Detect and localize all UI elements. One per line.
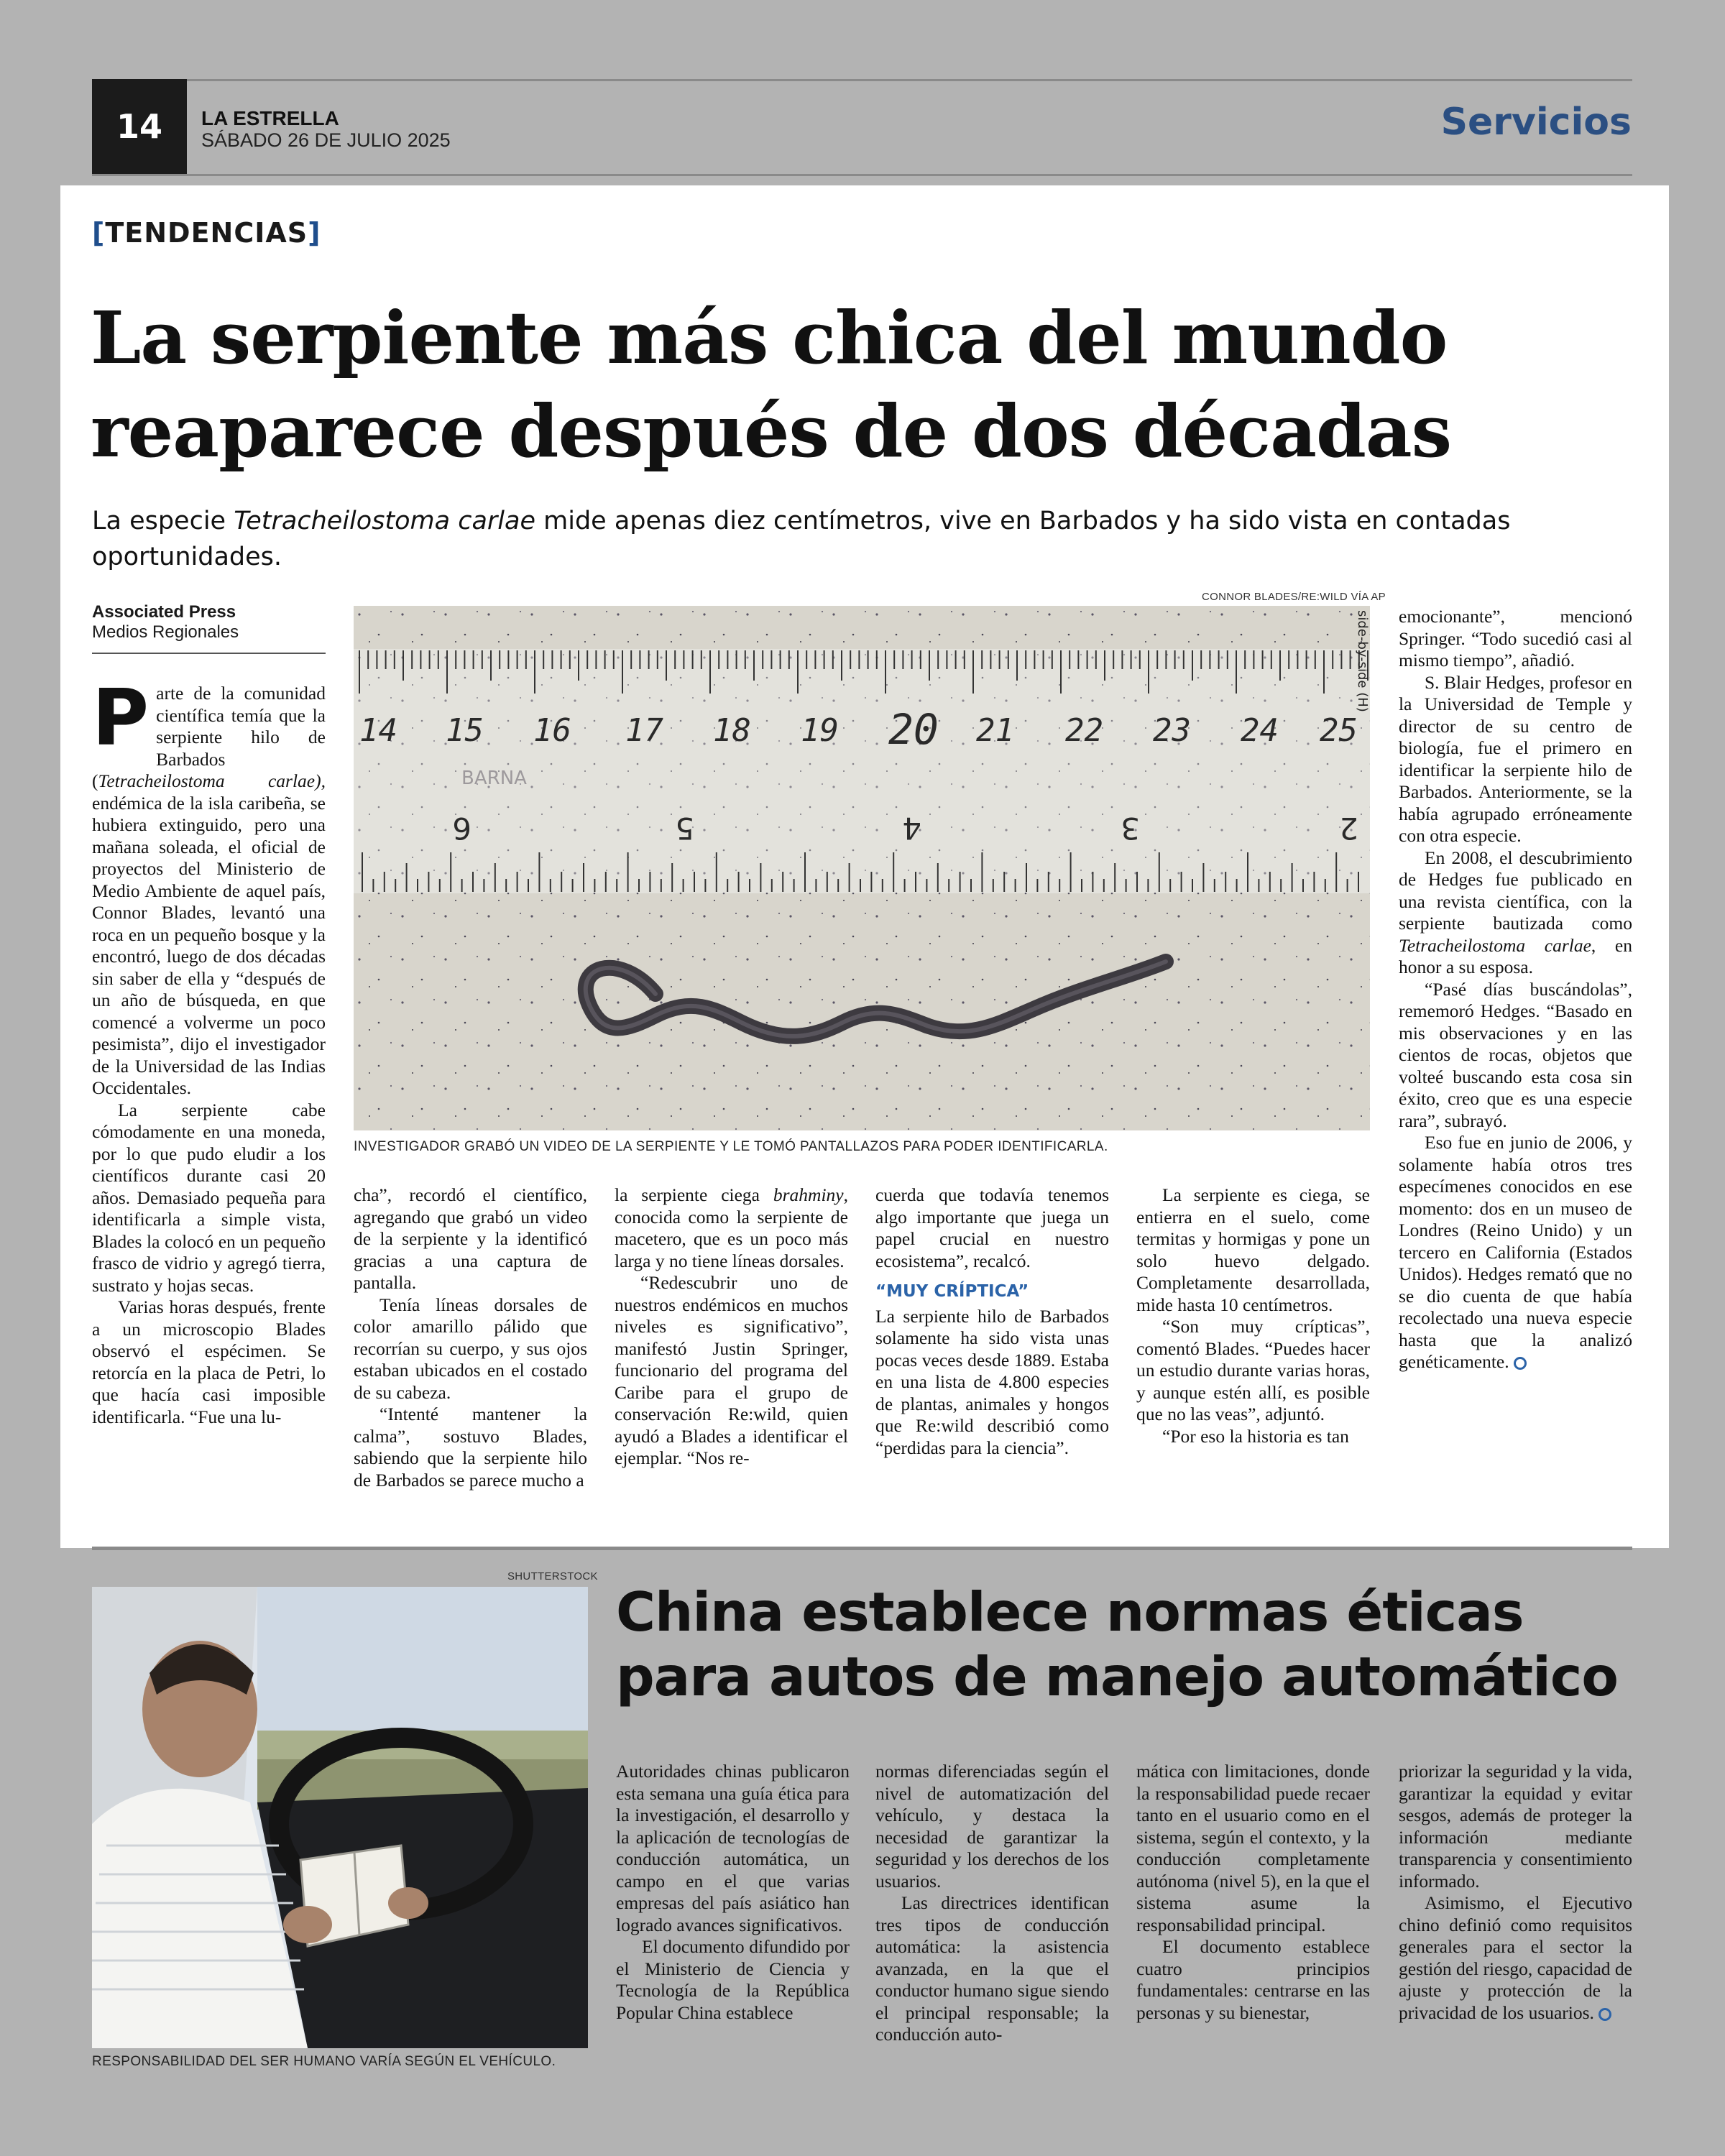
byline: Associated Press Medios Regionales: [92, 602, 239, 642]
end-mark-icon: [1514, 1357, 1527, 1370]
ruler-label: 16: [533, 712, 571, 749]
ruler-inch-label: 3: [1121, 811, 1140, 846]
article2-column-4: priorizar la seguridad y la vida, garantizar la equidad y evitar sesgos, además de proteger la información mediante transparencia y consentimiento informado. Asimismo, el Ejecutivo chino definió como requisitos generales para el sector la gestión del riesgo, capacidad de ajuste y protección de la privacidad de los usuarios.: [1399, 1761, 1632, 2023]
ruler-label: 18: [713, 712, 751, 749]
photo-caption: INVESTIGADOR GRABÓ UN VIDEO DE LA SERPIENTE Y LE TOMÓ PANTALLAZOS PARA PODER IDENTIFICARLA.: [354, 1139, 1108, 1154]
ruler-inch-label: 2: [1339, 811, 1358, 846]
ruler-label: 23: [1153, 712, 1191, 749]
ruler-inch-label: 6: [452, 811, 472, 846]
ruler-label: 20: [888, 705, 939, 754]
ruler-label: 17: [625, 712, 663, 749]
ruler-label: 21: [976, 712, 1014, 749]
ruler-label: 25: [1320, 712, 1358, 749]
byline-rule: [92, 653, 326, 654]
snake-photo: [354, 606, 1370, 1130]
header-top-rule: [92, 79, 1632, 81]
article-column-3: la serpiente ciega brahminy, conocida como la serpiente de macetero, que es un poco más larga y no tiene líneas dorsales. “Redescubrir uno de nuestros endémicos en muchos niveles es significativo”, manifestó Justin Springer, funcionario del programa del Caribe para el grupo de conservación Re:wild, quien ayudó a Blades a identificar el ejemplar. “Nos re-: [615, 1184, 848, 1468]
ruler-label: 19: [801, 712, 839, 749]
snake-on-ruler-image: [354, 606, 1370, 1130]
ruler-faded-mark: BARNA: [461, 768, 527, 789]
page-number: 14: [92, 79, 187, 174]
car-photo: [92, 1587, 588, 2048]
publication-date: SÁBADO 26 DE JULIO 2025: [201, 129, 451, 151]
end-mark-icon: [1598, 2008, 1611, 2021]
article-divider: [92, 1547, 1632, 1550]
ruler-label: 24: [1241, 712, 1279, 749]
article-dek: La especie Tetracheilostoma carlae mide apenas diez centímetros, vive en Barbados y ha sido vista en contadas oportunidades.: [92, 507, 1511, 571]
section-name: Servicios: [1440, 101, 1632, 144]
article2-column-2: normas diferenciadas según el nivel de automatización del vehículo, y destaca la necesidad de garantizar la seguridad y los derechos de los usuarios. Las directrices identifican tres tipos de conducción automática: la asistencia avanzada, en la que el conductor humano sigue siendo el principal responsable; la conducción auto-: [875, 1761, 1109, 2045]
article2-column-3: mática con limitaciones, donde la responsabilidad puede recaer tanto en el usuario como en el sistema, según el contexto, y la conducción completamente autónoma (nivel 5), en la que el sistema asume la responsabilidad principal. El documento establece cuatro principios fundamentales: centrarse en las personas y su bienestar,: [1136, 1761, 1370, 2023]
article2-headline: China establece normas éticas para autos de manejo automático: [616, 1580, 1618, 1708]
header-bottom-rule: [92, 174, 1632, 176]
publication-name: LA ESTRELLA: [201, 107, 339, 129]
ruler-label: 15: [446, 712, 484, 749]
article-column-6: emocionante”, mencionó Springer. “Todo sucedió casi al mismo tiempo”, añadió. S. Blair Hedges, profesor en la Universidad de Temple y director de su centro de biología, fue el primero en identificar la serpiente hilo de Barbados. Anteriormente, se la había agrupado erróneamente con otra especie. En 2008, el descubrimiento de Hedges fue publicado en una revista científica, con la serpiente bautizada como Tetracheilostoma carlae, en honor a su esposa. “Pasé días buscándolas”, rememoró Hedges. “Basado en mis observaciones y en las cientos de rocas, objetos que volteé buscando esta cosa sin éxito, creo que es una especie rara”, subrayó. Eso fue en junio de 2006, y solamente había otros tres especímenes conocidos en ese momento: dos en un museo de Londres (Reino Unido) y un tercero en California (Estados Unidos). Hedges remató que no se dio cuenta de que había recolectado una nueva especie hasta que la analizó genéticamente.: [1399, 606, 1632, 1372]
ruler-label: 14: [359, 712, 397, 749]
photo2-credit: SHUTTERSTOCK: [507, 1570, 598, 1583]
article-kicker: [TENDENCIAS]: [92, 217, 321, 249]
photo2-caption: RESPONSABILIDAD DEL SER HUMANO VARÍA SEGÚN EL VEHÍCULO.: [92, 2054, 556, 2069]
ruler-inch-label: 5: [675, 811, 694, 846]
article2-column-1: Autoridades chinas publicaron esta semana una guía ética para la investigación, el desarrollo y la aplicación de tecnologías de conducción automática, un campo en el que varias empresas del país asiático han logrado avances significativos. El documento difundido por el Ministerio de Ciencia y Tecnología de la República Popular China establece: [616, 1761, 850, 2023]
photo-credit: CONNOR BLADES/RE:WILD VÍA AP: [1202, 591, 1386, 603]
photo-side-label: side-by-side (H): [1355, 610, 1370, 712]
person-reading-in-car-image: [92, 1587, 588, 2048]
drop-cap: P: [92, 683, 150, 763]
article-subhead: “MUY CRÍPTICA”: [875, 1282, 1029, 1301]
article-headline: La serpiente más chica del mundo reaparece después de dos décadas: [91, 295, 1451, 474]
article-column-5: La serpiente es ciega, se entierra en el suelo, come termitas y hormigas y pone un solo huevo delgado. Completamente desarrollada, mide hasta 10 centímetros. “Son muy crípticas”, comentó Blades. “Puedes hacer un estudio durante varias horas, y aunque estén allí, es posible que no las veas”, adjuntó. “Por eso la historia es tan: [1136, 1184, 1370, 1447]
ruler-label: 22: [1065, 712, 1103, 749]
article-column-4: cuerda que todavía tenemos algo importante que juega un papel crucial en nuestro ecosistema”, recalcó. “MUY CRÍPTICA” La serpiente hilo de Barbados solamente ha sido vista unas pocas veces desde 1889. Estaba en una lista de 4.800 especies de plantas, animales y hongos que Re:wild describió como “perdidas para la ciencia”.: [875, 1184, 1109, 1458]
article-column-2: cha”, recordó el científico, agregando que grabó un video de la serpiente y la identificó gracias a una captura de pantalla. Tenía líneas dorsales de color amarillo pálido que recorrían su cuerpo, y sus ojos estaban ubicados en el costado de su cabeza. “Intenté mantener la calma”, sostuvo Blades, sabiendo que la serpiente hilo de Barbados se parece mucho a: [354, 1184, 587, 1491]
ruler-inch-label: 4: [902, 811, 921, 846]
article-column-1: Parte de la comunidad científica temía que la serpiente hilo de Barbados (Tetracheilostoma carlae), endémica de la isla caribeña, se hubiera extinguido, pero una mañana soleada, el oficial de proyectos del Ministerio de Medio Ambiente de aquel país, Connor Blades, levantó una roca en un pequeño bosque y la encontró, luego de dos décadas sin saber de ella y “después de un año de búsqueda, en que comencé a volverme un poco pesimista”, dijo el investigador de la Universidad de las Indias Occidentales. La serpiente cabe cómodamente en una moneda, por lo que pudo eludir a los científicos durante casi 20 años. Demasiado pequeña para identificarla a simple vista, Blades la colocó en un pequeño frasco de vidrio y agregó tierra, sustrato y hojas secas. Varias horas después, frente a un microscopio Blades observó el espécimen. Se retorcía en la placa de Petri, lo que hacía casi imposible identificarla. “Fue una lu-: [92, 683, 326, 1427]
